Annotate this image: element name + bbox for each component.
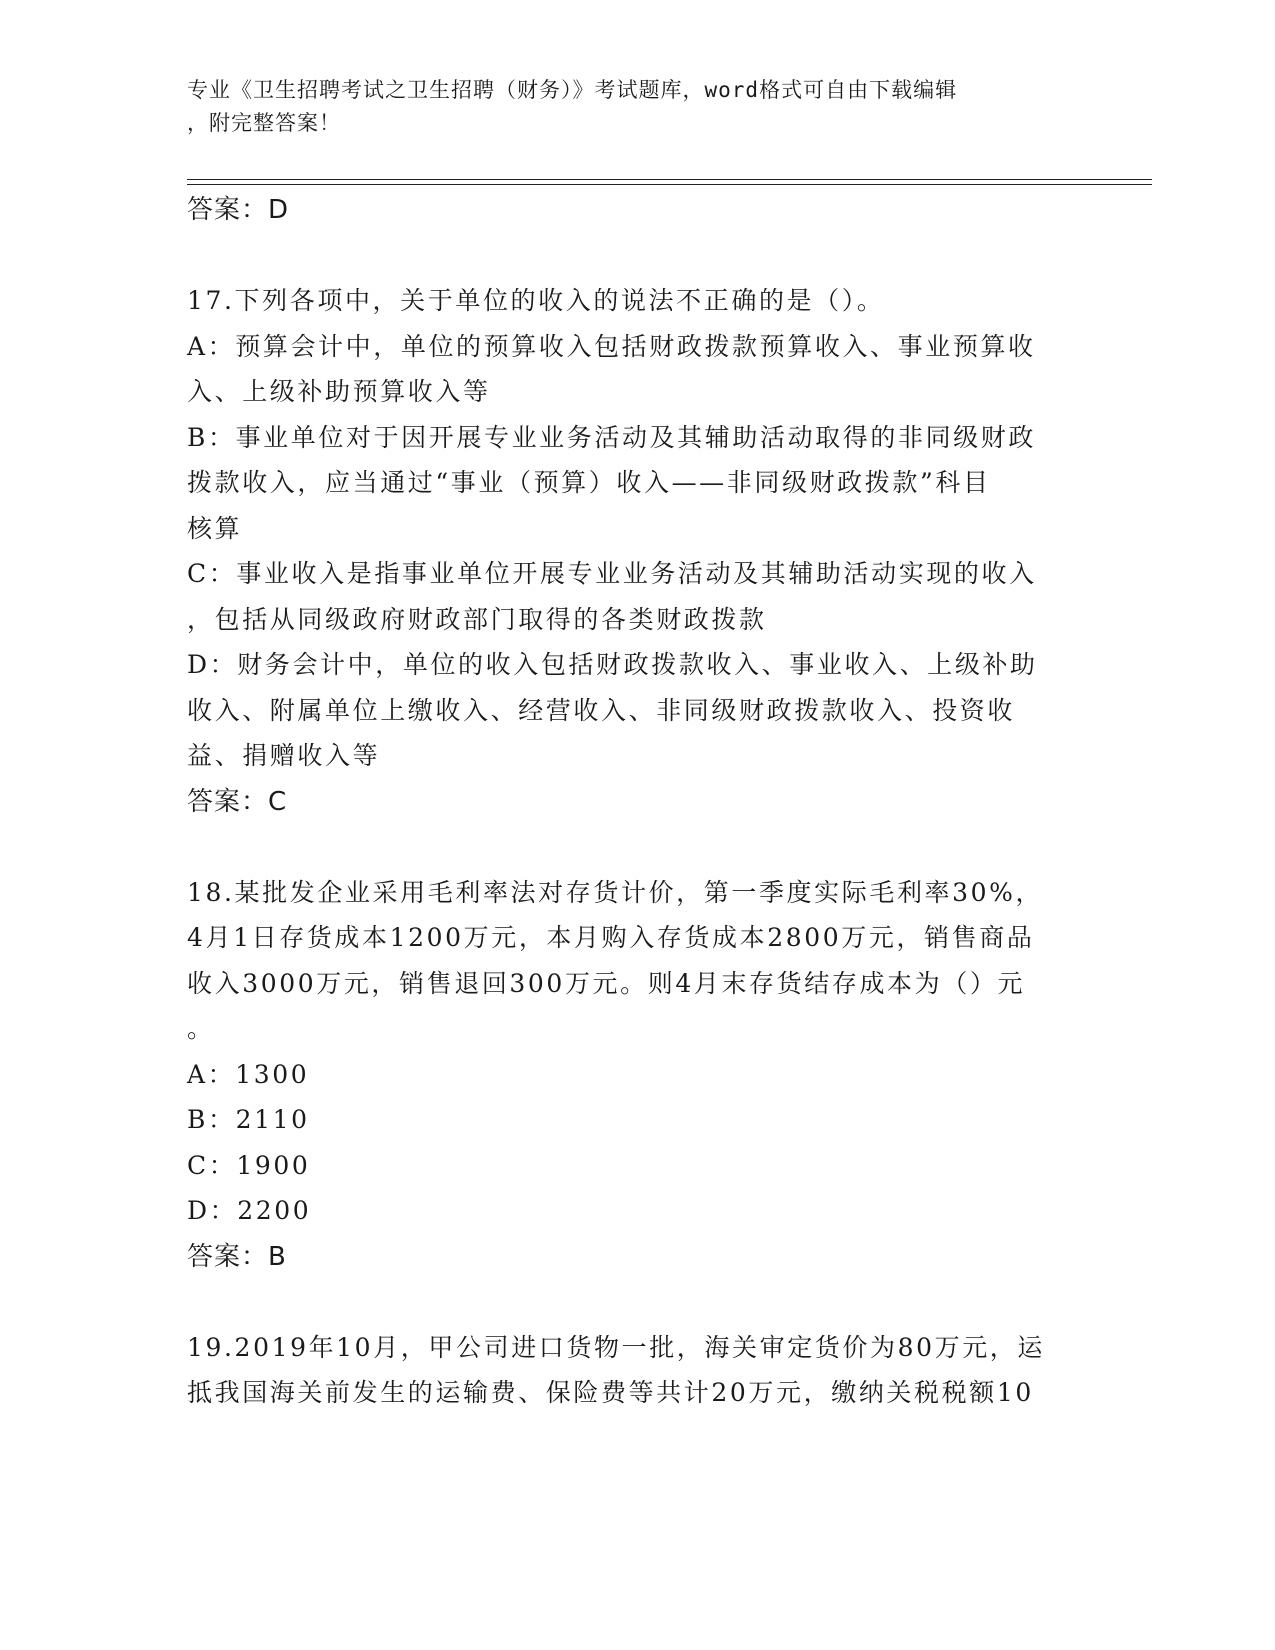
document-header (187, 74, 1067, 140)
question-stem: 17.下列各项中，关于单位的收入的说法不正确的是（）。 (187, 286, 885, 315)
answer-line: 答案：B (187, 1241, 287, 1272)
option-c-cont: ，包括从同级政府财政部门取得的各类财政拨款 (187, 604, 767, 634)
question-stem: 19.2019年10月，甲公司进口货物一批，海关审定货价为80万元，运 (187, 1332, 1046, 1362)
spacer (187, 1280, 1087, 1325)
option-b-cont: 核算 (187, 513, 243, 543)
document-body (187, 187, 1087, 1416)
header-line: ，附完整答案！ (187, 111, 341, 135)
option-b: B：2110 (187, 1105, 310, 1134)
question-17 (187, 278, 1087, 779)
option-d: D：2200 (187, 1196, 312, 1225)
question-18 (187, 870, 1087, 1234)
option-d: D：财务会计中，单位的收入包括财政拨款收入、事业收入、上级补助 (187, 650, 1038, 679)
answer-line: 答案：C (187, 786, 288, 817)
question-19 (187, 1325, 1087, 1416)
question-stem-cont: 4月1日存货成本1200万元，本月购入存货成本2800万元，销售商品 (187, 923, 1035, 952)
question-stem-cont: 抵我国海关前发生的运输费、保险费等共计20万元，缴纳关税税额10 (187, 1378, 1034, 1407)
header-divider (187, 179, 1152, 180)
option-a: A：1300 (187, 1059, 310, 1089)
header-line: 专业《卫生招聘考试之卫生招聘（财务）》考试题库，word格式可自由下载编辑 (187, 78, 958, 102)
option-d-cont: 益、捐赠收入等 (187, 741, 381, 770)
option-b-cont: 拨款收入，应当通过“事业（预算）收入——非同级财政拨款”科目 (187, 468, 991, 497)
answer-line: 答案：D (187, 195, 290, 225)
spacer (187, 825, 1087, 870)
spacer (187, 233, 1087, 278)
option-b: B：事业单位对于因开展专业业务活动及其辅助活动取得的非同级财政 (187, 422, 1036, 452)
option-a-cont: 入、上级补助预算收入等 (187, 377, 491, 406)
question-stem-cont: 收入3000万元，销售退回300万元。则4月末存货结存成本为（）元 (187, 968, 1026, 998)
question-stem: 18.某批发企业采用毛利率法对存货计价，第一季度实际毛利率30%， (187, 877, 1044, 907)
option-c: C：事业收入是指事业单位开展专业业务活动及其辅助活动实现的收入 (187, 559, 1037, 588)
question-stem-cont: 。 (187, 1014, 215, 1043)
option-a: A：预算会计中，单位的预算收入包括财政拨款预算收入、事业预算收 (187, 331, 1036, 361)
option-d-cont: 收入、附属单位上缴收入、经营收入、非同级财政拨款收入、投资收 (187, 695, 1016, 725)
option-c: C：1900 (187, 1150, 311, 1180)
header-divider (187, 184, 1152, 185)
